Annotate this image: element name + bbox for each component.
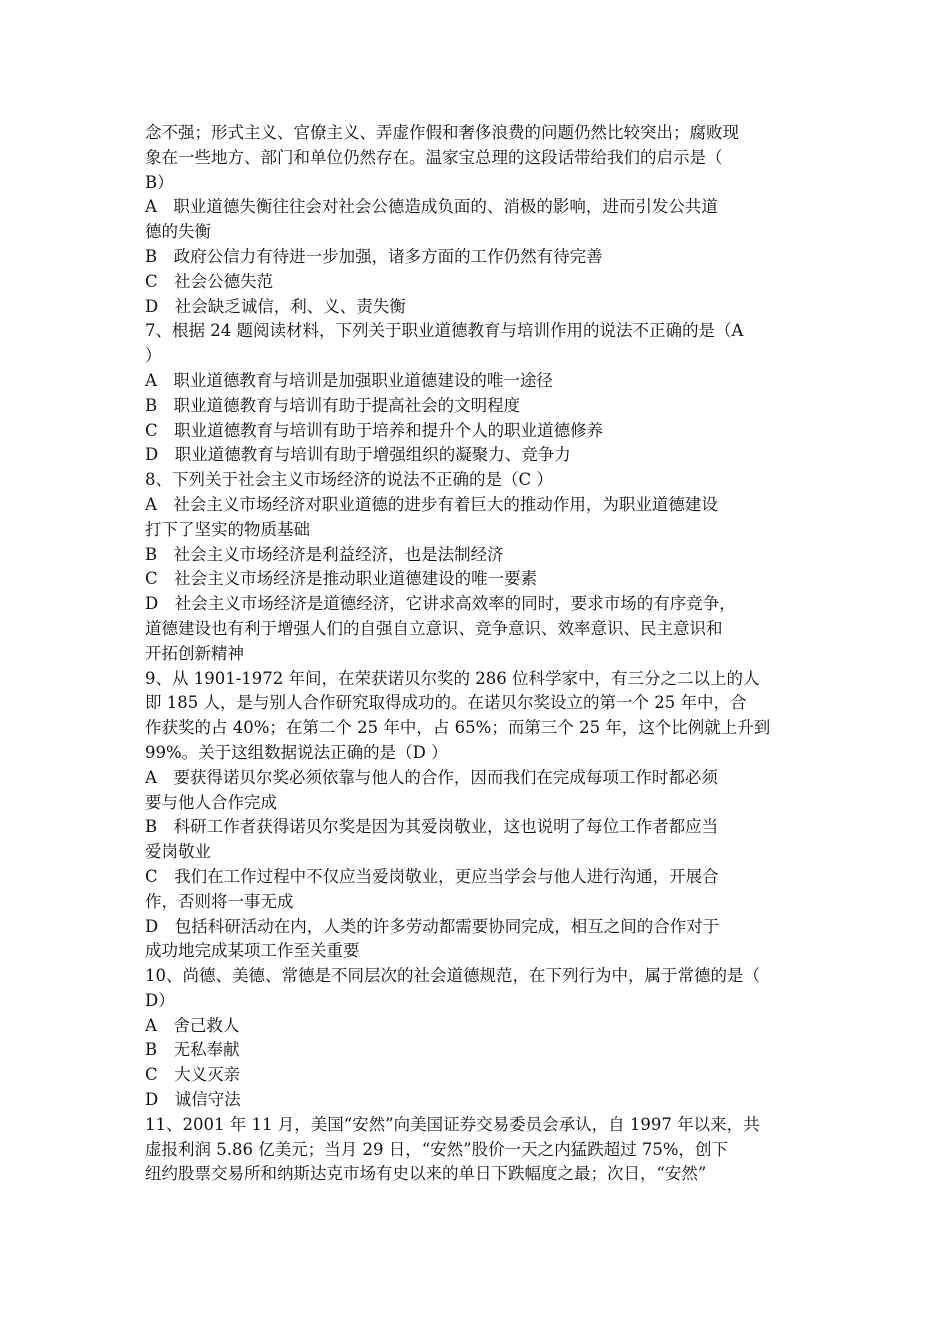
answer-line: D） — [145, 990, 175, 1010]
text-line: 道德建设也有利于增强人们的自强自立意识、竞争意识、效率意识、民主意识和 — [145, 618, 723, 638]
option-b: B 科研工作者获得诺贝尔奖是因为其爱岗敬业，这也说明了每位工作者都应当 — [145, 817, 719, 837]
question-11: 11、2001 年 11 月，美国“安然”向美国证券交易委员会承认，自 1997 年以来，共 — [145, 1114, 760, 1134]
option-b: B 政府公信力有待进一步加强，诸多方面的工作仍然有待完善 — [145, 246, 603, 266]
text-line: 成功地完成某项工作至关重要 — [145, 941, 360, 961]
text-line: 念不强；形式主义、官僚主义、弄虚作假和奢侈浪费的问题仍然比较突出；腐败现 — [145, 123, 739, 142]
text-line: 象在一些地方、部门和单位仍然存在。温家宝总理的这段话带给我们的启示是（ — [145, 147, 723, 167]
option-c: C 社会主义市场经济是推动职业道德建设的唯一要素 — [145, 569, 538, 589]
question-8: 8、下列关于社会主义市场经济的说法不正确的是（C ） — [145, 470, 553, 490]
text-line: 作，否则将一事无成 — [145, 891, 294, 911]
text-line: 爱岗敬业 — [145, 842, 211, 862]
option-c: C 社会公德失范 — [145, 271, 274, 291]
text-line: 要与他人合作完成 — [145, 792, 277, 812]
option-d: D 诚信守法 — [145, 1090, 241, 1110]
text-line: 德的失衡 — [145, 222, 211, 242]
answer-line: B） — [145, 172, 174, 192]
option-a: A 舍己救人 — [145, 1015, 240, 1035]
text-line: 打下了坚实的物质基础 — [145, 519, 310, 539]
option-a: A 社会主义市场经济对职业道德的进步有着巨大的推动作用，为职业道德建设 — [145, 494, 718, 514]
option-d: D 社会主义市场经济是道德经济，它讲求高效率的同时，要求市场的有序竞争， — [145, 594, 736, 614]
text-line: 即 185 人，是与别人合作研究取得成功的。在诺贝尔奖设立的第一个 25 年中，合 — [145, 693, 747, 713]
question-9: 9、从 1901-1972 年间，在荣获诺贝尔奖的 286 位科学家中，有三分之二以上的人 — [145, 668, 760, 688]
option-c: C 我们在工作过程中不仅应当爱岗敬业，更应当学会与他人进行沟通，开展合 — [145, 866, 719, 886]
option-d: D 职业道德教育与培训有助于增强组织的凝聚力、竞争力 — [145, 445, 571, 465]
question-10: 10、尚德、美德、常德是不同层次的社会道德规范，在下列行为中，属于常德的是（ — [145, 966, 760, 986]
option-b: B 无私奉献 — [145, 1040, 240, 1060]
option-a: A 职业道德失衡往往会对社会公德造成负面的、消极的影响，进而引发公共道 — [145, 197, 718, 217]
option-b: B 社会主义市场经济是利益经济，也是法制经济 — [145, 544, 504, 564]
option-a: A 要获得诺贝尔奖必须依靠与他人的合作，因而我们在完成每项工作时都必须 — [145, 767, 718, 787]
option-a: A 职业道德教育与培训是加强职业道德建设的唯一途径 — [145, 370, 553, 390]
text-line: 作获奖的占 40%；在第二个 25 年中，占 65%；而第三个 25 年，这个比例就上升到 — [145, 718, 771, 738]
option-c: C 职业道德教育与培训有助于培养和提升个人的职业道德修养 — [145, 420, 604, 440]
document-page — [145, 121, 815, 1187]
option-d: D 社会缺乏诚信，利、义、责失衡 — [145, 296, 406, 316]
text-line: ） — [145, 346, 162, 366]
text-line: 开拓创新精神 — [145, 643, 244, 663]
option-d: D 包括科研活动在内，人类的许多劳动都需要协同完成，相互之间的合作对于 — [145, 916, 720, 936]
question-7: 7、根据 24 题阅读材料，下列关于职业道德教育与培训作用的说法不正确的是（A — [145, 321, 744, 341]
text-line: 99%。关于这组数据说法正确的是（D ） — [145, 742, 448, 762]
option-b: B 职业道德教育与培训有助于提高社会的文明程度 — [145, 395, 521, 415]
text-line: 虚报利润 5.86 亿美元；当月 29 日，“安然”股价一天之内猛跌超过 75%，创下 — [145, 1139, 729, 1159]
text-line: 纽约股票交易所和纳斯达克市场有史以来的单日下跌幅度之最；次日，“安然” — [145, 1164, 707, 1184]
option-c: C 大义灭亲 — [145, 1065, 241, 1085]
